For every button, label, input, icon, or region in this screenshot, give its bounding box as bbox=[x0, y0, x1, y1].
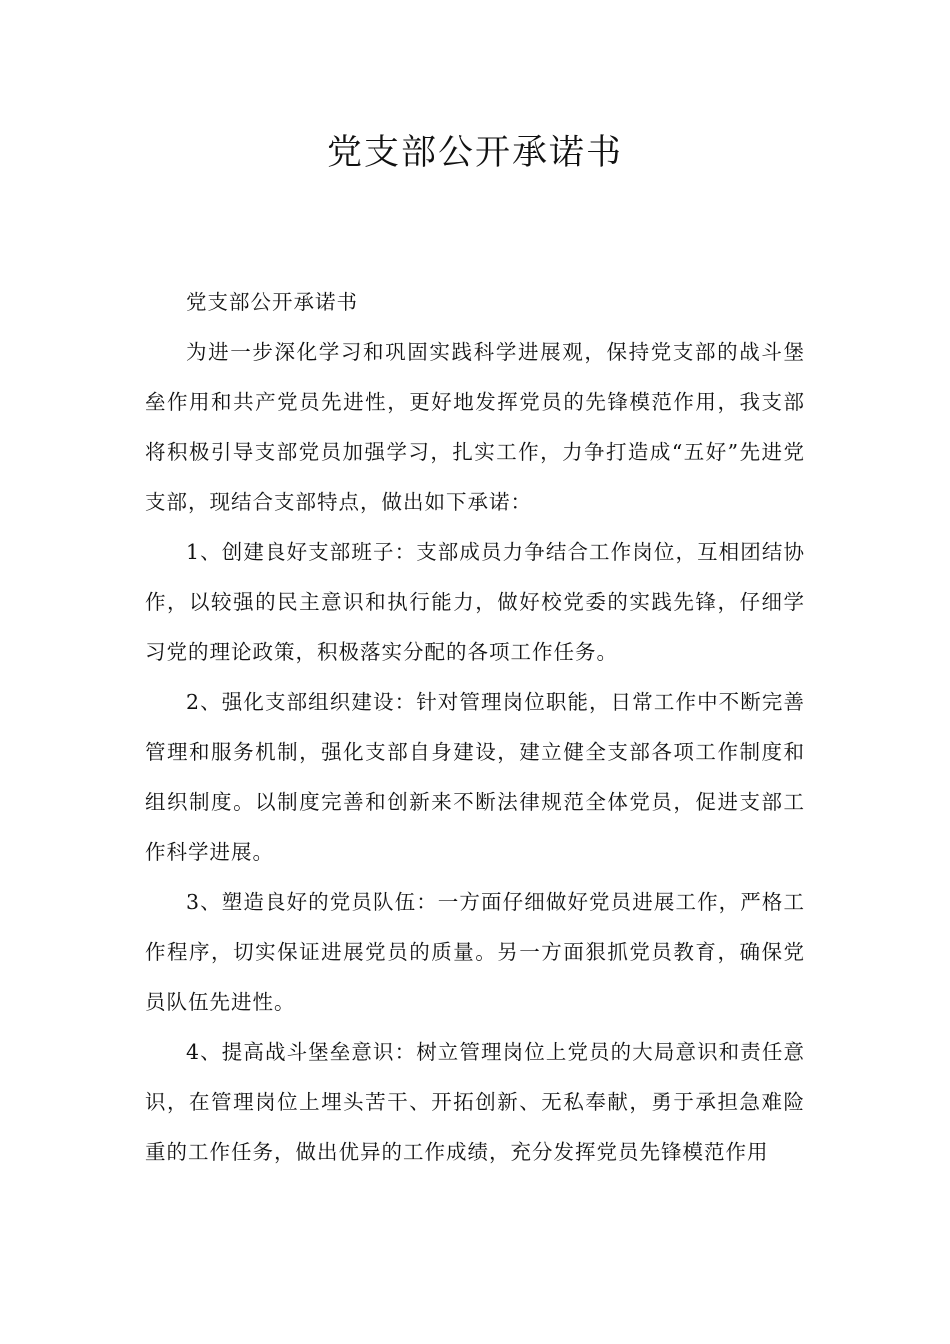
paragraph-item-1: 1、创建良好支部班子：支部成员力争结合工作岗位，互相团结协作，以较强的民主意识和执行能力，做好校党委的实践先锋，仔细学习党的理论政策，积极落实分配的各项工作任务。 bbox=[145, 540, 805, 664]
paragraph-item-3: 3、塑造良好的党员队伍：一方面仔细做好党员进展工作，严格工作程序，切实保证进展党员的质量。另一方面狠抓党员教育，确保党员队伍先进性。 bbox=[145, 890, 805, 1014]
document-body bbox=[145, 277, 805, 1177]
paragraph-intro: 为进一步深化学习和巩固实践科学进展观，保持党支部的战斗堡垒作用和共产党员先进性，更好地发挥党员的先锋模范作用，我支部将积极引导支部党员加强学习，扎实工作，力争打造成“五好”先进党支部，现结合支部特点，做出如下承诺： bbox=[145, 340, 805, 514]
paragraph-item-2: 2、强化支部组织建设：针对管理岗位职能，日常工作中不断完善管理和服务机制，强化支部自身建设，建立健全支部各项工作制度和组织制度。以制度完善和创新来不断法律规范全体党员，促进支部工作科学进展。 bbox=[145, 690, 805, 864]
paragraph-heading: 党支部公开承诺书 bbox=[186, 290, 358, 314]
paragraph-item-4: 4、提高战斗堡垒意识：树立管理岗位上党员的大局意识和责任意识，在管理岗位上埋头苦干、开拓创新、无私奉献，勇于承担急难险重的工作任务，做出优异的工作成绩，充分发挥党员先锋模范作用 bbox=[145, 1040, 805, 1164]
document-title: 党支部公开承诺书 bbox=[326, 133, 623, 173]
